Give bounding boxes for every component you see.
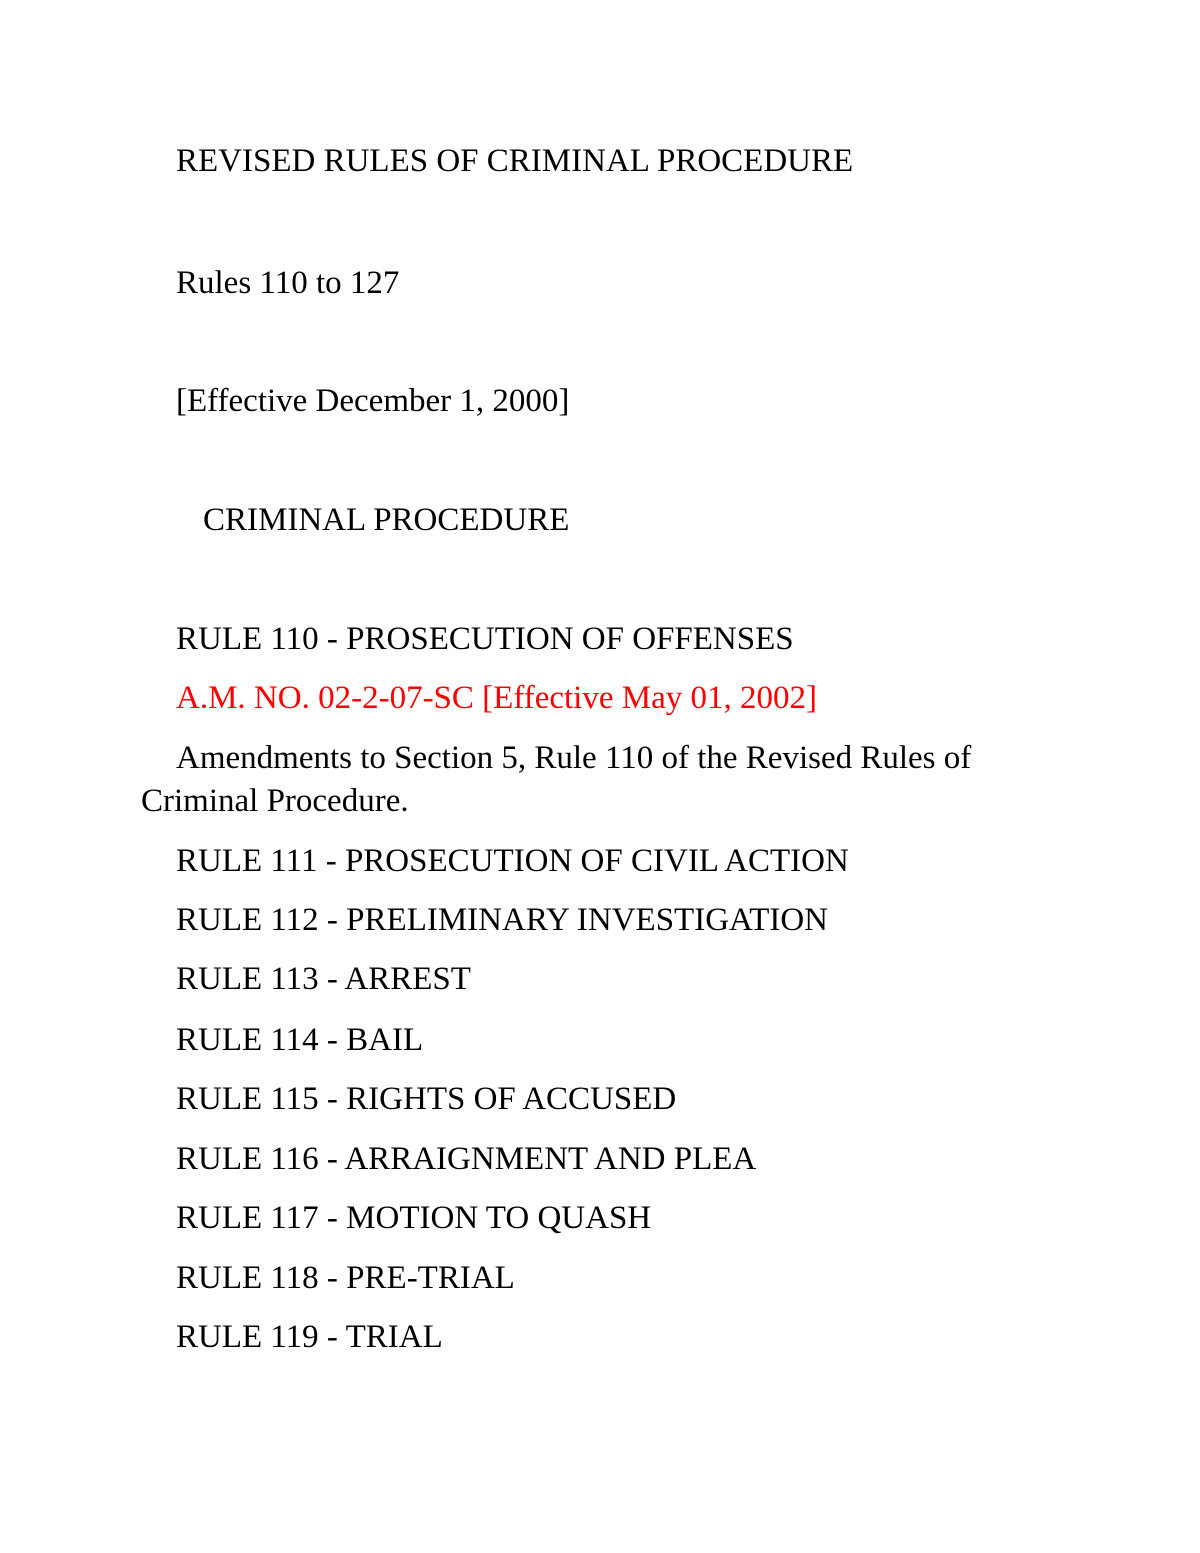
rule-list-item: RULE 111 - PROSECUTION OF CIVIL ACTION bbox=[176, 843, 849, 879]
rule-list-item: RULE 119 - TRIAL bbox=[176, 1319, 443, 1355]
rule-list-item: RULE 117 - MOTION TO QUASH bbox=[176, 1200, 652, 1236]
rule-list-item: RULE 116 - ARRAIGNMENT AND PLEA bbox=[176, 1141, 757, 1177]
rule-list-item: RULE 115 - RIGHTS OF ACCUSED bbox=[176, 1081, 677, 1117]
am-notice: A.M. NO. 02-2-07-SC [Effective May 01, 2002] bbox=[176, 680, 817, 716]
amendment-text: Amendments to Section 5, Rule 110 of the Revised Rules of Criminal Procedure. bbox=[141, 740, 972, 819]
effective-date: [Effective December 1, 2000] bbox=[176, 383, 570, 419]
rule-list-item: RULE 114 - BAIL bbox=[176, 1022, 424, 1058]
rule-list-item: RULE 112 - PRELIMINARY INVESTIGATION bbox=[176, 902, 829, 938]
document-title: REVISED RULES OF CRIMINAL PROCEDURE bbox=[176, 143, 854, 179]
rule-list-item: RULE 118 - PRE-TRIAL bbox=[176, 1260, 515, 1296]
section-heading: CRIMINAL PROCEDURE bbox=[203, 502, 570, 538]
rule-110-heading: RULE 110 - PROSECUTION OF OFFENSES bbox=[176, 621, 794, 657]
rule-list-item: RULE 113 - ARREST bbox=[176, 961, 471, 997]
document-subtitle: Rules 110 to 127 bbox=[176, 265, 400, 301]
